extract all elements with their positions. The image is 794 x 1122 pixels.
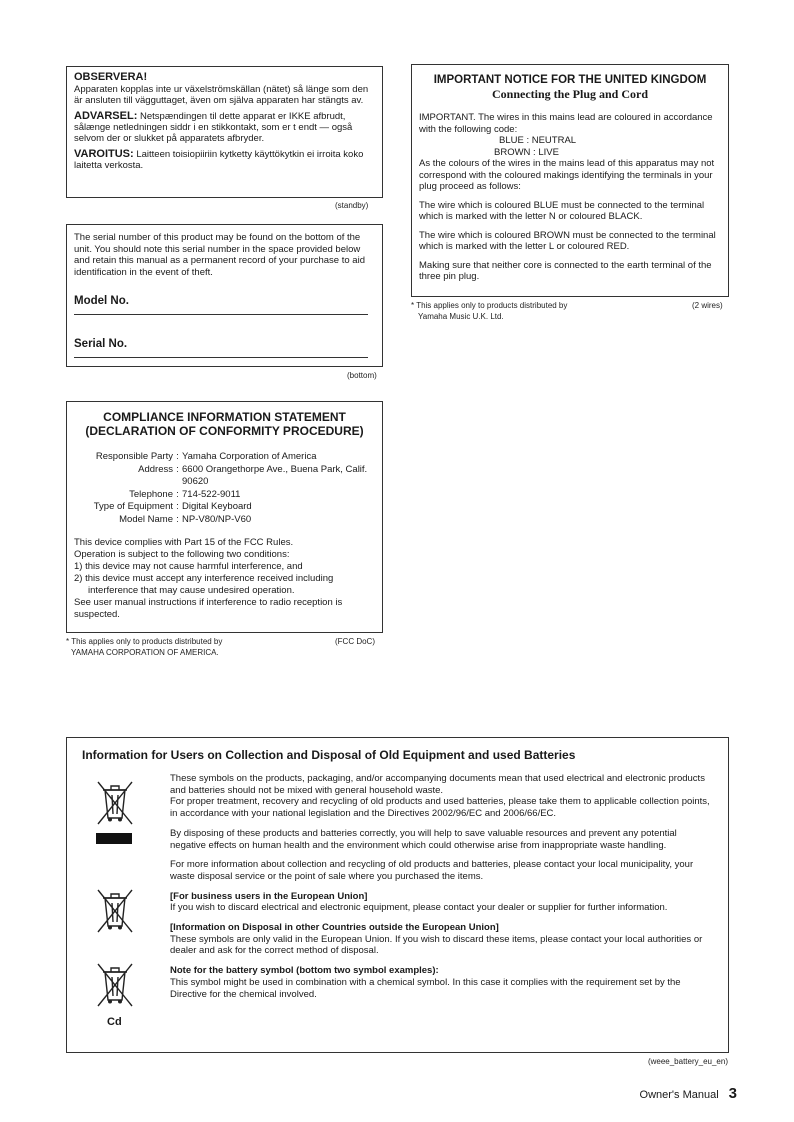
row-value: Yamaha Corporation of America: [182, 451, 317, 462]
crossed-bin-icon: [95, 960, 135, 1008]
compliance-body: [74, 537, 375, 621]
crossed-bin-icon: [95, 778, 135, 826]
uk-footnote-line1: * This applies only to products distributed by: [411, 301, 568, 310]
weee-text: [170, 773, 715, 1008]
footer-label: Owner's Manual: [639, 1089, 719, 1101]
row-key: Responsible Party: [95, 451, 173, 462]
uk-para-2: The wire which is coloured BLUE must be connected to the terminal which is marked with the letter N or coloured BLACK.: [419, 199, 705, 222]
compliance-title-2: (DECLARATION OF CONFORMITY PROCEDURE): [85, 424, 364, 438]
uk-notice-title: IMPORTANT NOTICE FOR THE UNITED KINGDOM: [433, 74, 707, 86]
business-text: If you wish to discard electrical and electronic equipment, please contact your dealer or supplier for further information.: [170, 902, 668, 914]
weee-para-1b: For proper treatment, recovery and recycling of old products and used batteries, please take them to applicable collection points, in accordance with your national legislation and the Directives 2002/96/EC and 2006/66/EC.: [170, 796, 710, 820]
uk-notice-subtitle: Connecting the Plug and Cord: [491, 87, 649, 101]
page-number: 3: [728, 1085, 737, 1102]
observera-heading: OBSERVERA!: [74, 71, 148, 83]
serial-number-box: [66, 224, 383, 367]
row-value: NP-V80/NP-V60: [182, 513, 252, 525]
swedish-warning-text: Apparaten kopplas inte ur växelströmskällan (nätet) så länge som den är ansluten till vägguttaget, även om själva apparaten har stängts av.: [74, 84, 369, 106]
code-blue: BLUE : NEUTRAL: [499, 135, 577, 146]
condition-2a: 2) this device must accept any interference received including: [74, 573, 334, 584]
battery-text: This symbol might be used in combination with a chemical symbol. In this case it complies with the requirement set by the Directive for the chemical involved.: [170, 976, 681, 1000]
weee-box: [66, 737, 729, 1053]
table-row: Model Name : NP-V80/NP-V60: [74, 514, 372, 527]
table-row: Address : 6600 Orangethorpe Ave., Buena Park, Calif. 90620: [74, 464, 372, 489]
serial-no-label: Serial No.: [74, 338, 128, 350]
serial-number-text: The serial number of this product may be found on the bottom of the unit. You should note this serial number in the space provided below and retain this manual as a permanent record of your purchase to aid identification in the event of theft.: [74, 232, 365, 278]
condition-2b: interference that may cause undesired operation.: [88, 585, 295, 596]
finnish-warning-text: Laitteen toisiopiiriin kytketty käyttökytkin ei irroita koko laitetta verkosta.: [74, 149, 364, 171]
table-row: Telephone : 714-522-9011: [74, 489, 372, 502]
compliance-box: [66, 401, 383, 633]
weee-para-3: For more information about collection and recycling of old products and batteries, please contact your local municipality, your waste disposal service or the point of sale where you purchased the items.: [170, 859, 694, 882]
uk-intro: IMPORTANT. The wires in this mains lead are coloured in accordance with the following code:: [419, 112, 713, 135]
uk-para-4: Making sure that neither core is connected to the earth terminal of the three pin plug.: [419, 259, 712, 282]
outside-eu-text: These symbols are only valid in the European Union. If you wish to discard these items, please contact your local authorities or dealer and ask for the correct method of disposal.: [170, 933, 703, 957]
weee-para-2: By disposing of these products and batteries correctly, you will help to save valuable resources and prevent any potential negative effects on human health and the environment which could otherwise arise from inappropriate waste handling.: [170, 827, 677, 851]
fcc-doc-note: (FCC DoC): [335, 637, 375, 646]
compliance-title-1: COMPLIANCE INFORMATION STATEMENT: [103, 410, 346, 424]
compliance-body-line1: This device complies with Part 15 of the FCC Rules.: [74, 537, 294, 548]
row-key: Type of Equipment: [93, 501, 173, 512]
code-brown: BROWN : LIVE: [494, 146, 559, 158]
bottom-note: (bottom): [347, 371, 377, 380]
condition-1: 1) this device may not cause harmful interference, and: [74, 561, 303, 572]
model-no-label: Model No.: [74, 295, 129, 307]
row-key: Address: [138, 463, 173, 475]
uk-para-3: The wire which is coloured BROWN must be connected to the terminal which is marked with the letter L or coloured RED.: [419, 229, 716, 252]
danish-warning: [74, 111, 375, 144]
compliance-body-line2: Operation is subject to the following two conditions:: [74, 549, 290, 560]
finnish-label: VAROITUS:: [74, 148, 134, 160]
model-no-line: [74, 314, 368, 315]
uk-footnote-line2: Yamaha Music U.K. Ltd.: [418, 312, 504, 321]
crossed-bin-icon: [95, 886, 135, 934]
danish-warning-text: Netspændingen til dette apparat er IKKE afbrudt, sålænge netledningen siddr i en stikkontakt, som er t endt — også selvom der or slukket på apparatets afbryder.: [74, 111, 353, 144]
business-heading: [For business users in the European Union]: [170, 890, 368, 902]
compliance-details-table: [74, 451, 372, 526]
serial-no-line: [74, 357, 368, 358]
weee-code-note: (weee_battery_eu_en): [647, 1057, 728, 1066]
row-value: Digital Keyboard: [182, 501, 252, 512]
compliance-body-end: See user manual instructions if interference to radio reception is suspected.: [74, 597, 343, 620]
row-value: 714-522-9011: [182, 488, 241, 500]
uk-notice-box: [411, 64, 729, 297]
table-row: Type of Equipment : Digital Keyboard: [74, 501, 372, 514]
chemical-symbol: Cd: [107, 1016, 122, 1028]
row-key: Model Name: [119, 513, 173, 525]
battery-heading: Note for the battery symbol (bottom two symbol examples):: [170, 965, 439, 977]
fcc-footnote-line1: * This applies only to products distributed by: [66, 637, 223, 646]
weee-title: Information for Users on Collection and Disposal of Old Equipment and used Batteries: [82, 748, 576, 762]
row-key: Telephone: [129, 488, 173, 500]
observera-notice-box: [66, 66, 383, 198]
outside-eu-heading: [Information on Disposal in other Countries outside the European Union]: [170, 922, 499, 934]
danish-label: ADVARSEL:: [74, 110, 138, 122]
uk-para-1: As the colours of the wires in the mains lead of this apparatus may not correspond with the coloured makings identifying the terminals in your plug proceed as follows:: [419, 158, 715, 192]
page-footer: [640, 1085, 737, 1102]
row-value: 6600 Orangethorpe Ave., Buena Park, Calif. 90620: [182, 463, 368, 487]
standby-note: (standby): [335, 201, 369, 210]
black-bar-symbol: [96, 833, 132, 844]
fcc-footnote-line2: YAMAHA CORPORATION OF AMERICA.: [71, 648, 219, 657]
two-wires-note: (2 wires): [692, 301, 723, 310]
table-row: Responsible Party : Yamaha Corporation of America: [74, 451, 372, 464]
weee-para-1: These symbols on the products, packaging, and/or accompanying documents mean that used electrical and electronic products and batteries should not be mixed with general household waste.: [170, 773, 705, 796]
finnish-warning: [74, 149, 375, 171]
